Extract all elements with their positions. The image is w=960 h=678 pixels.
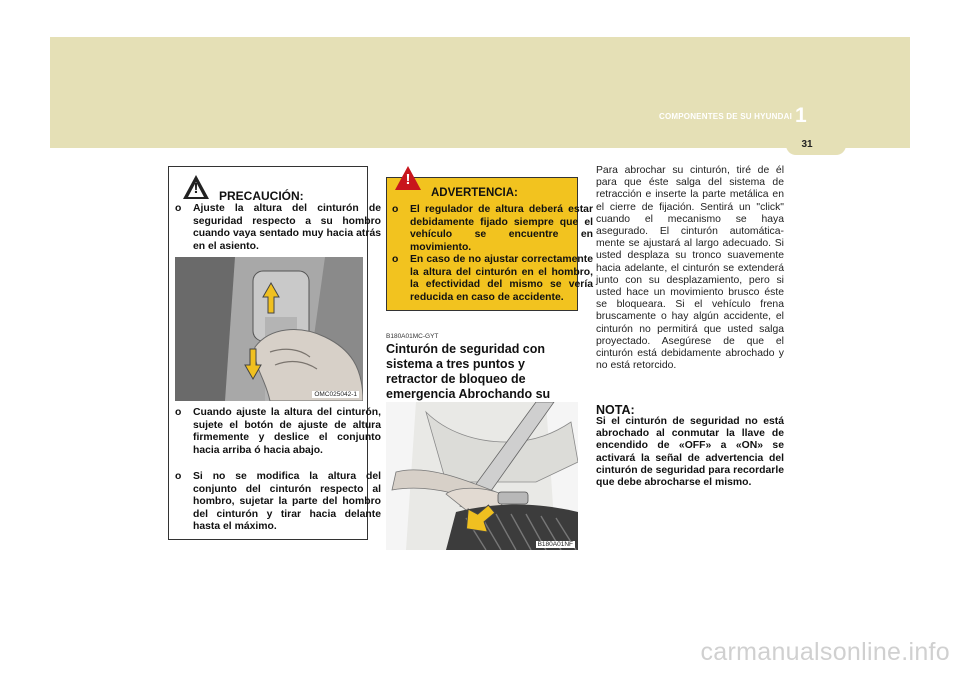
warning-item: o En caso de no ajustar correctamente la altura del cinturón en el hombro, la efectividad del mismo se vería reducida en caso de accidente. (392, 254, 593, 303)
caution-header: ! PRECAUCIÓN: (169, 175, 367, 203)
note-text: Si el cinturón de seguridad no está abrochado al conmutar la llave de encendido de «OFF» a «ON» se activará la señal de advertencia del cinturón de seguridad para recordarle que debe abrocharse el mismo. (596, 416, 784, 489)
warning-title: ADVERTENCIA: (431, 187, 518, 199)
section-code: B180A01MC-GYT (386, 333, 439, 340)
warning-box: ! ADVERTENCIA: o El regulador de altura deberá estar debidamente fijado siempre que el vehículo se encuentre en movimiento. o En caso de no ajustar correctamente la altura del cinturón en el hombro, la efectividad del mismo se vería reducida en caso de accidente. (386, 177, 578, 311)
figure-label: B180A01NF (537, 541, 573, 548)
seatbelt-buckling-photo (386, 402, 578, 550)
caution-item: o Cuando ajuste la altura del cinturón, sujete el botón de ajuste de altura firmemente y deslice el conjunto hacia arriba ó hacia abajo. (175, 407, 381, 456)
caution-item: o Ajuste la altura del cinturón de seguridad respecto a su hombro cuando vaya sentado muy hacia atrás en el asiento. (175, 203, 381, 252)
watermark: carmanualsonline.info (700, 638, 950, 666)
caution-item: o Si no se modifica la altura del conjunto del cinturón respecto al hombro, sujetar la parte del hombro del cinturón y tirar hacia delante hasta el máximo. (175, 471, 381, 533)
figure-label: OMC025042-1 (314, 391, 357, 398)
header-band (50, 37, 910, 148)
section-title: Cinturón de seguridad con sistema a tres puntos y retractor de bloqueo de emergencia Abrochando su (386, 342, 551, 401)
note-title: NOTA: (596, 403, 635, 417)
chapter-number: 1 (795, 104, 807, 127)
body-paragraph: Para abrochar su cinturón, tiré de él para que éste salga del sistema de retracción e inserte la parte metálica en el cierre de fijación. Sentirá un "click" cuando el mecanismo se haya asegurado. El cinturón automática-mente se ajustará al largo adecuado. Si usted desplaza su tronco suavemente hacia adelante, el cinturón se extenderá junto con su desplazamiento, pero si usted hace un movimiento brusco éste se bloqueara. Si el vehículo frena bruscamente o hay algún accidente, el cinturón no permitirá que usted salga proyectado. Asegúrese de que el cinturón está debidamente abrochado y no está retorcido. (596, 165, 784, 372)
section-header-title: COMPONENTES DE SU HYUNDAI (658, 112, 792, 121)
page-number: 31 (801, 139, 813, 150)
seatbelt-height-adjuster-photo (175, 257, 363, 401)
caution-box (168, 166, 381, 540)
warning-item: o El regulador de altura deberá estar debidamente fijado siempre que el vehículo se encuentre en movimiento. (392, 204, 593, 253)
caution-title: PRECAUCIÓN: (219, 189, 304, 203)
